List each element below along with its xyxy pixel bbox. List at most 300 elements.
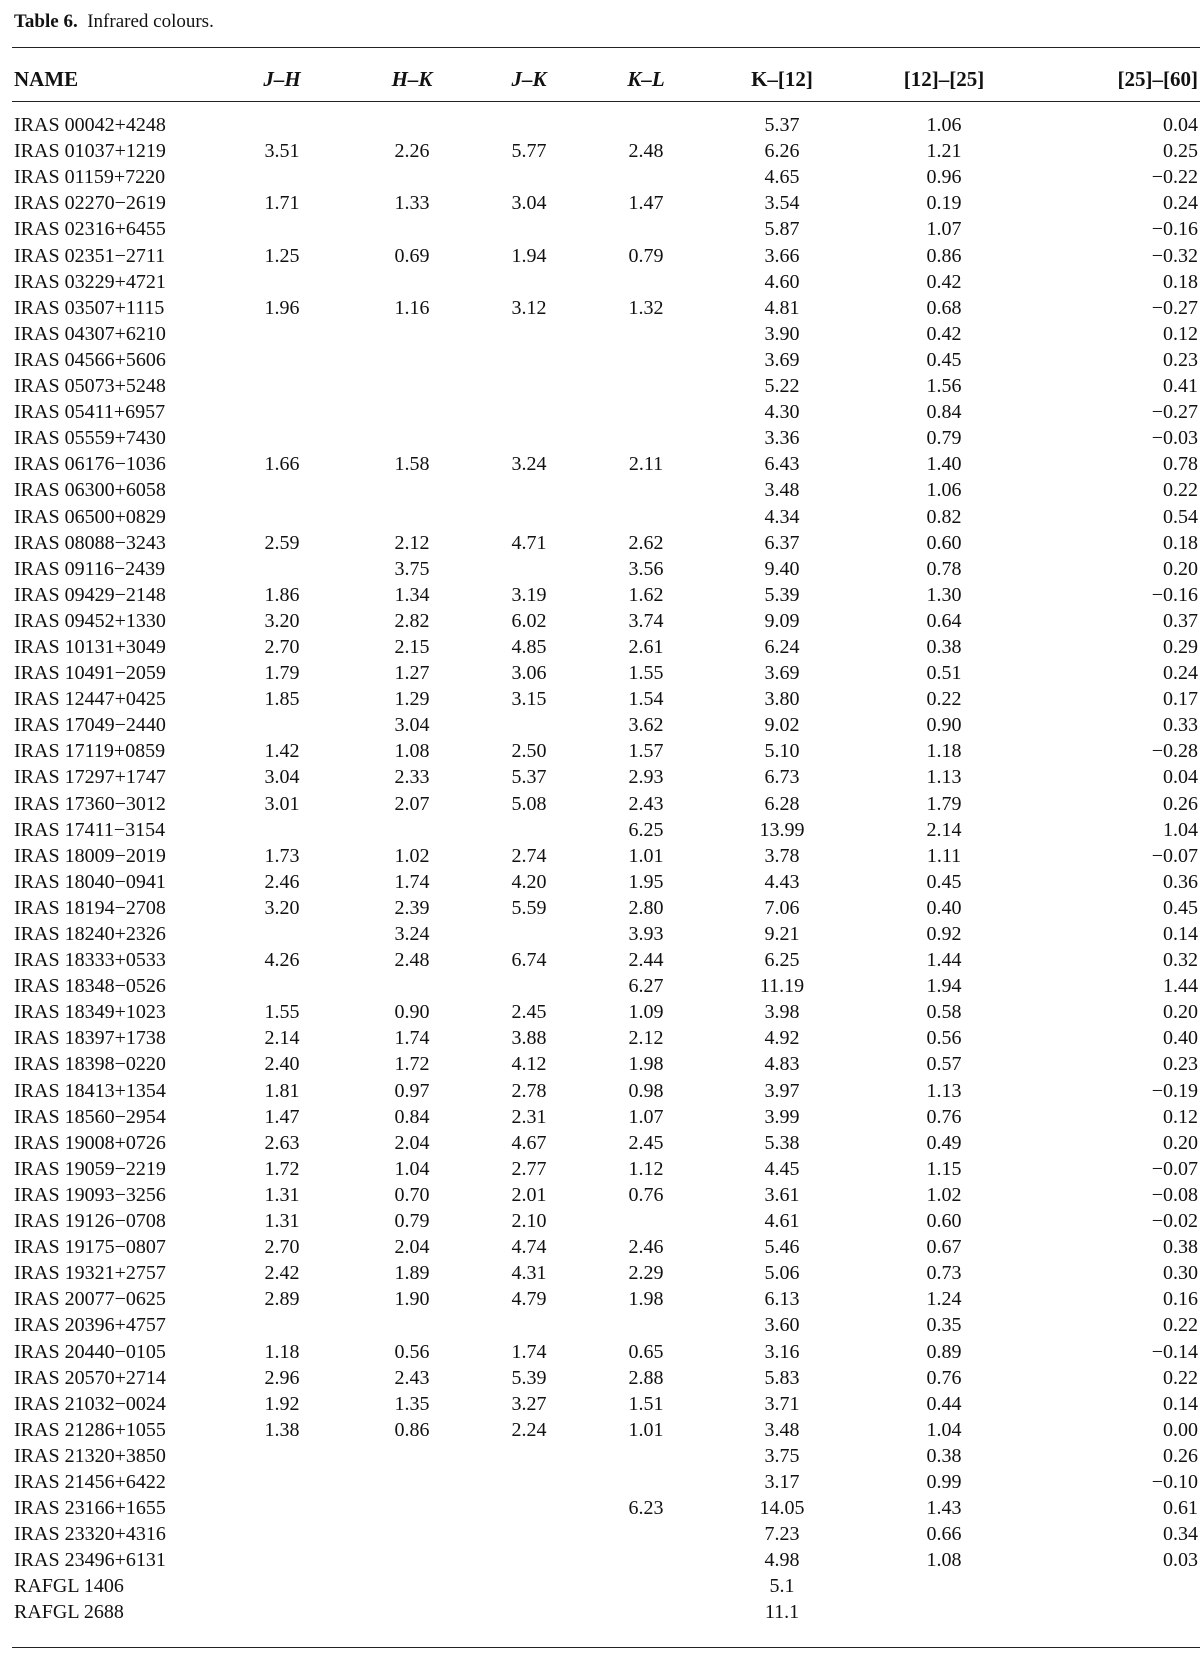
cell-j-h: 1.47 xyxy=(264,1105,300,1128)
cell-25-60: 1.04 xyxy=(1163,818,1198,841)
cell-12-25: 0.45 xyxy=(926,870,962,893)
cell-25-60: 0.22 xyxy=(1163,1314,1198,1337)
cell-k-l: 2.11 xyxy=(628,453,664,476)
cell-25-60: −0.27 xyxy=(1151,401,1198,424)
cell-12-25: 0.19 xyxy=(926,192,962,215)
cell-name: IRAS 19008+0726 xyxy=(14,1131,166,1154)
cell-k-12: 11.1 xyxy=(764,1601,800,1624)
table-row xyxy=(12,947,1200,973)
cell-j-k: 3.27 xyxy=(511,1392,547,1415)
cell-h-k xyxy=(360,1599,464,1625)
cell-25-60: 0.37 xyxy=(1163,609,1198,632)
cell-h-k: 1.16 xyxy=(394,296,430,319)
cell-h-k: 1.08 xyxy=(394,740,430,763)
cell-h-k: 3.24 xyxy=(394,923,430,945)
cell-name: IRAS 18240+2326 xyxy=(14,923,166,945)
table-row xyxy=(12,1365,1200,1391)
column-header-k-12: K–[12] xyxy=(751,66,813,91)
cell-12-25: 1.13 xyxy=(926,766,962,789)
cell-j-h xyxy=(204,102,360,138)
cell-12-25: 0.64 xyxy=(926,609,962,632)
cell-name: IRAS 05411+6957 xyxy=(14,401,166,424)
cell-k-12: 3.78 xyxy=(764,844,800,867)
cell-h-k: 2.39 xyxy=(394,896,430,919)
cell-k-l: 0.79 xyxy=(628,244,664,267)
cell-h-k xyxy=(360,1443,464,1469)
cell-name: IRAS 20570+2714 xyxy=(14,1366,166,1389)
column-header-j-h xyxy=(204,56,360,102)
cell-name: IRAS 18333+0533 xyxy=(14,949,166,972)
column-header-j-k xyxy=(464,56,594,102)
cell-j-k: 2.45 xyxy=(511,1001,547,1024)
cell-25-60: 0.18 xyxy=(1163,270,1198,293)
cell-12-25: 0.60 xyxy=(926,531,962,554)
cell-j-k xyxy=(464,1599,594,1625)
table-row xyxy=(12,347,1200,373)
table-row xyxy=(12,1547,1200,1573)
cell-12-25: 0.60 xyxy=(926,1210,962,1233)
table-row xyxy=(12,608,1200,634)
cell-j-h xyxy=(204,347,360,373)
table-row xyxy=(12,1182,1200,1208)
cell-25-60: 0.04 xyxy=(1163,114,1198,137)
cell-h-k: 1.27 xyxy=(394,662,430,685)
cell-j-h: 2.89 xyxy=(264,1288,300,1311)
cell-j-h xyxy=(204,399,360,425)
cell-name: IRAS 02351−2711 xyxy=(14,244,166,267)
cell-12-25: 1.43 xyxy=(926,1497,962,1520)
cell-k-12: 6.13 xyxy=(764,1288,800,1311)
table-top-rule xyxy=(12,47,1200,48)
table-row xyxy=(12,216,1200,242)
cell-k-l: 1.95 xyxy=(628,870,664,893)
cell-j-k: 5.77 xyxy=(511,140,547,163)
cell-k-12: 5.22 xyxy=(764,375,800,398)
cell-j-k xyxy=(464,321,594,347)
table-row xyxy=(12,764,1200,790)
cell-h-k: 2.33 xyxy=(394,766,430,789)
cell-k-12: 5.38 xyxy=(764,1131,800,1154)
table-row xyxy=(12,1286,1200,1312)
cell-name: IRAS 01159+7220 xyxy=(14,166,166,189)
table-row xyxy=(12,1312,1200,1338)
column-header-k-l-text: K–L xyxy=(627,66,665,91)
cell-j-k: 2.31 xyxy=(511,1105,547,1128)
cell-name: IRAS 08088−3243 xyxy=(14,531,166,554)
cell-k-l: 2.61 xyxy=(628,635,664,658)
cell-j-h: 2.70 xyxy=(264,635,300,658)
cell-h-k: 2.43 xyxy=(394,1366,430,1389)
cell-h-k xyxy=(360,102,464,138)
cell-h-k: 3.04 xyxy=(394,714,430,737)
cell-12-25 xyxy=(866,1573,1022,1599)
cell-k-l: 0.65 xyxy=(628,1340,664,1363)
cell-25-60: 0.25 xyxy=(1163,140,1198,163)
cell-k-l xyxy=(594,1208,698,1234)
cell-k-l xyxy=(594,1521,698,1547)
cell-25-60 xyxy=(1022,1599,1200,1625)
cell-j-k xyxy=(464,921,594,947)
cell-h-k: 1.02 xyxy=(394,844,430,867)
cell-k-l: 1.55 xyxy=(628,662,664,685)
cell-25-60: 0.12 xyxy=(1163,1105,1198,1128)
cell-h-k: 0.90 xyxy=(394,1001,430,1024)
cell-12-25: 0.66 xyxy=(926,1523,962,1546)
cell-12-25: 0.42 xyxy=(926,322,962,345)
cell-j-h: 1.92 xyxy=(264,1392,300,1415)
cell-k-12: 11.19 xyxy=(759,975,805,998)
cell-h-k: 1.90 xyxy=(394,1288,430,1311)
table-row xyxy=(12,1391,1200,1417)
cell-h-k xyxy=(360,1495,464,1521)
cell-12-25: 1.24 xyxy=(926,1288,962,1311)
cell-12-25 xyxy=(866,1599,1022,1625)
cell-25-60: 0.33 xyxy=(1163,714,1198,737)
cell-j-h: 3.51 xyxy=(264,140,300,163)
cell-12-25: 0.51 xyxy=(926,662,962,685)
cell-12-25: 0.82 xyxy=(926,505,962,528)
cell-12-25: 0.40 xyxy=(926,896,962,919)
cell-k-12: 6.25 xyxy=(764,949,800,972)
cell-name: IRAS 17411−3154 xyxy=(14,818,166,841)
cell-k-12: 6.37 xyxy=(764,531,800,554)
cell-j-h xyxy=(204,1599,360,1625)
cell-j-h: 3.04 xyxy=(264,766,300,789)
cell-12-25: 0.22 xyxy=(926,688,962,711)
cell-j-h xyxy=(204,373,360,399)
table-row xyxy=(12,451,1200,477)
cell-j-h: 3.01 xyxy=(264,792,300,815)
cell-j-k: 3.12 xyxy=(511,296,547,319)
cell-j-k: 1.74 xyxy=(511,1340,547,1363)
cell-j-k: 3.04 xyxy=(511,192,547,215)
cell-h-k xyxy=(360,425,464,451)
cell-12-25: 1.07 xyxy=(926,218,962,241)
cell-h-k: 1.34 xyxy=(394,583,430,606)
cell-name: IRAS 03507+1115 xyxy=(14,296,165,319)
cell-12-25: 0.84 xyxy=(926,401,962,424)
cell-j-h: 2.96 xyxy=(264,1366,300,1389)
cell-j-h xyxy=(204,269,360,295)
cell-k-l xyxy=(594,425,698,451)
table-row xyxy=(12,738,1200,764)
cell-j-h: 1.72 xyxy=(264,1157,300,1180)
cell-j-k xyxy=(464,399,594,425)
cell-25-60: 0.30 xyxy=(1163,1262,1198,1285)
column-header-h-k-text: H–K xyxy=(391,66,433,91)
cell-j-k xyxy=(464,1573,594,1599)
cell-j-h: 1.66 xyxy=(264,453,300,476)
cell-h-k: 1.04 xyxy=(394,1157,430,1180)
table-row xyxy=(12,530,1200,556)
cell-k-l: 3.93 xyxy=(628,923,664,945)
cell-25-60: −0.07 xyxy=(1151,1157,1198,1180)
cell-j-h: 4.26 xyxy=(264,949,300,972)
cell-j-h: 2.40 xyxy=(264,1053,300,1076)
cell-name: IRAS 19126−0708 xyxy=(14,1210,166,1233)
cell-k-12: 5.39 xyxy=(764,583,800,606)
cell-j-k: 5.59 xyxy=(511,896,547,919)
cell-k-12: 3.36 xyxy=(764,427,800,450)
cell-h-k: 1.74 xyxy=(394,1027,430,1050)
cell-j-h: 1.85 xyxy=(264,688,300,711)
infrared-colours-table xyxy=(12,56,1200,1625)
cell-12-25: 1.56 xyxy=(926,375,962,398)
table-row xyxy=(12,869,1200,895)
table-row xyxy=(12,503,1200,529)
cell-25-60: 0.00 xyxy=(1163,1418,1198,1441)
cell-k-12: 6.73 xyxy=(764,766,800,789)
cell-j-h: 1.81 xyxy=(264,1079,300,1102)
cell-12-25: 1.40 xyxy=(926,453,962,476)
cell-25-60: 0.20 xyxy=(1163,1001,1198,1024)
cell-name: IRAS 18194−2708 xyxy=(14,896,166,919)
cell-25-60: 0.22 xyxy=(1163,479,1198,502)
table-row xyxy=(12,1521,1200,1547)
cell-h-k: 3.75 xyxy=(394,557,430,580)
cell-j-k xyxy=(464,477,594,503)
table-row xyxy=(12,477,1200,503)
cell-12-25: 0.49 xyxy=(926,1131,962,1154)
cell-k-12: 4.83 xyxy=(764,1053,800,1076)
cell-j-k: 5.39 xyxy=(511,1366,547,1389)
cell-j-k xyxy=(464,269,594,295)
cell-j-h: 3.20 xyxy=(264,609,300,632)
cell-name: IRAS 18009−2019 xyxy=(14,844,166,867)
cell-k-l: 6.23 xyxy=(628,1497,664,1520)
cell-k-12: 4.60 xyxy=(764,270,800,293)
column-header-j-h-text: J–H xyxy=(263,66,301,91)
cell-k-l: 2.45 xyxy=(628,1131,664,1154)
cell-k-12: 4.98 xyxy=(764,1549,800,1572)
cell-k-12: 9.21 xyxy=(764,923,800,945)
cell-25-60: 0.45 xyxy=(1163,896,1198,919)
cell-12-25: 0.90 xyxy=(926,714,962,737)
table-row xyxy=(12,242,1200,268)
cell-12-25: 1.94 xyxy=(926,975,962,998)
cell-j-k: 2.01 xyxy=(511,1183,547,1206)
table-row xyxy=(12,1234,1200,1260)
cell-name: IRAS 17297+1747 xyxy=(14,766,166,789)
cell-12-25: 1.11 xyxy=(926,844,962,867)
table-row xyxy=(12,399,1200,425)
cell-h-k: 2.12 xyxy=(394,531,430,554)
cell-k-12: 9.02 xyxy=(764,714,800,737)
cell-12-25: 1.18 xyxy=(926,740,962,763)
column-header-25-60: [25]–[60] xyxy=(1117,66,1198,91)
cell-h-k: 1.89 xyxy=(394,1262,430,1285)
cell-k-12: 3.69 xyxy=(764,662,800,685)
cell-j-k: 2.50 xyxy=(511,740,547,763)
table-row xyxy=(12,1443,1200,1469)
cell-25-60: 0.23 xyxy=(1163,1053,1198,1076)
cell-k-l: 1.32 xyxy=(628,296,664,319)
cell-name: IRAS 19321+2757 xyxy=(14,1262,166,1285)
cell-k-l xyxy=(594,1547,698,1573)
cell-k-l: 1.09 xyxy=(628,1001,664,1024)
cell-k-l: 1.62 xyxy=(628,583,664,606)
cell-25-60: −0.03 xyxy=(1151,427,1198,450)
cell-j-h: 1.55 xyxy=(264,1001,300,1024)
table-row xyxy=(12,102,1200,138)
cell-j-k: 5.08 xyxy=(511,792,547,815)
cell-k-12: 4.34 xyxy=(764,505,800,528)
cell-25-60: −0.07 xyxy=(1151,844,1198,867)
cell-k-l: 6.25 xyxy=(628,818,664,841)
cell-k-l: 0.76 xyxy=(628,1183,664,1206)
cell-25-60 xyxy=(1022,1573,1200,1599)
cell-12-25: 1.06 xyxy=(926,114,962,137)
cell-k-l: 1.98 xyxy=(628,1288,664,1311)
cell-k-l xyxy=(594,321,698,347)
cell-25-60: 0.26 xyxy=(1163,792,1198,815)
cell-j-k: 4.85 xyxy=(511,635,547,658)
table-caption-label: Table 6. xyxy=(14,11,78,32)
cell-j-k: 2.77 xyxy=(511,1157,547,1180)
cell-name: IRAS 20396+4757 xyxy=(14,1314,166,1337)
cell-12-25: 0.76 xyxy=(926,1105,962,1128)
cell-name: IRAS 03229+4721 xyxy=(14,270,166,293)
cell-12-25: 2.14 xyxy=(926,818,962,841)
cell-12-25: 0.58 xyxy=(926,1001,962,1024)
table-row xyxy=(12,321,1200,347)
cell-k-12: 4.45 xyxy=(764,1157,800,1180)
table-row xyxy=(12,582,1200,608)
table-row xyxy=(12,190,1200,216)
cell-25-60: 0.78 xyxy=(1163,453,1198,476)
cell-k-l xyxy=(594,1599,698,1625)
cell-25-60: 0.20 xyxy=(1163,1131,1198,1154)
column-header-12-25: [12]–[25] xyxy=(903,66,985,91)
table-row xyxy=(12,686,1200,712)
cell-j-k: 4.67 xyxy=(511,1131,547,1154)
cell-name: IRAS 17119+0859 xyxy=(14,740,166,763)
cell-25-60: 0.20 xyxy=(1163,557,1198,580)
cell-j-k: 3.24 xyxy=(511,453,547,476)
cell-k-l xyxy=(594,477,698,503)
cell-j-h xyxy=(204,321,360,347)
cell-k-l xyxy=(594,164,698,190)
cell-k-l xyxy=(594,503,698,529)
cell-j-k: 3.19 xyxy=(511,583,547,606)
cell-12-25: 0.56 xyxy=(926,1027,962,1050)
cell-25-60: 0.03 xyxy=(1163,1549,1198,1572)
cell-12-25: 0.76 xyxy=(926,1366,962,1389)
cell-name: IRAS 05559+7430 xyxy=(14,427,166,450)
table-row xyxy=(12,817,1200,843)
cell-j-k: 6.74 xyxy=(511,949,547,972)
cell-name: IRAS 19059−2219 xyxy=(14,1157,166,1180)
cell-h-k: 0.79 xyxy=(394,1210,430,1233)
cell-k-12: 3.61 xyxy=(764,1183,800,1206)
table-row xyxy=(12,164,1200,190)
cell-j-h xyxy=(204,817,360,843)
cell-j-k: 4.74 xyxy=(511,1236,547,1259)
table-row xyxy=(12,1599,1200,1625)
cell-name: IRAS 01037+1219 xyxy=(14,140,166,163)
cell-k-l: 1.01 xyxy=(628,1418,664,1441)
cell-j-k: 1.94 xyxy=(511,244,547,267)
cell-12-25: 0.38 xyxy=(926,635,962,658)
cell-h-k: 1.72 xyxy=(394,1053,430,1076)
cell-k-l: 2.43 xyxy=(628,792,664,815)
cell-h-k xyxy=(360,216,464,242)
cell-name: IRAS 18398−0220 xyxy=(14,1053,166,1076)
cell-h-k: 0.70 xyxy=(394,1183,430,1206)
cell-h-k: 1.58 xyxy=(394,453,430,476)
cell-25-60: 0.14 xyxy=(1163,1392,1198,1415)
cell-k-l xyxy=(594,1573,698,1599)
cell-j-h xyxy=(204,1547,360,1573)
cell-j-k xyxy=(464,973,594,999)
cell-25-60: −0.28 xyxy=(1151,740,1198,763)
cell-12-25: 0.79 xyxy=(926,427,962,450)
cell-k-12: 3.66 xyxy=(764,244,800,267)
cell-k-l: 1.98 xyxy=(628,1053,664,1076)
cell-12-25: 0.38 xyxy=(926,1444,962,1467)
cell-h-k: 0.84 xyxy=(394,1105,430,1128)
cell-name: IRAS 18397+1738 xyxy=(14,1027,166,1050)
cell-j-h xyxy=(204,425,360,451)
cell-j-h xyxy=(204,1469,360,1495)
cell-k-12: 3.80 xyxy=(764,688,800,711)
cell-k-12: 5.37 xyxy=(764,114,800,137)
cell-k-l: 1.01 xyxy=(628,844,664,867)
cell-j-k xyxy=(464,373,594,399)
cell-12-25: 0.96 xyxy=(926,166,962,189)
cell-25-60: 0.16 xyxy=(1163,1288,1198,1311)
cell-k-12: 3.48 xyxy=(764,1418,800,1441)
cell-name: IRAS 17049−2440 xyxy=(14,714,166,737)
cell-25-60: −0.32 xyxy=(1151,244,1198,267)
cell-name: IRAS 18349+1023 xyxy=(14,1001,166,1024)
table-row xyxy=(12,269,1200,295)
cell-j-k: 3.15 xyxy=(511,688,547,711)
cell-k-l xyxy=(594,269,698,295)
cell-12-25: 1.13 xyxy=(926,1079,962,1102)
cell-name: IRAS 21320+3850 xyxy=(14,1444,166,1467)
cell-k-l: 1.12 xyxy=(628,1157,664,1180)
cell-j-h xyxy=(204,1521,360,1547)
cell-12-25: 0.42 xyxy=(926,270,962,293)
cell-name: RAFGL 2688 xyxy=(14,1601,124,1624)
table-row xyxy=(12,1208,1200,1234)
cell-k-12: 3.16 xyxy=(764,1340,800,1363)
cell-k-l: 3.62 xyxy=(628,714,664,737)
cell-25-60: 1.44 xyxy=(1163,975,1198,998)
cell-j-h: 1.73 xyxy=(264,844,300,867)
table-row xyxy=(12,1417,1200,1443)
cell-12-25: 0.44 xyxy=(926,1392,962,1415)
cell-name: IRAS 20440−0105 xyxy=(14,1340,166,1363)
cell-j-h xyxy=(204,164,360,190)
table-row xyxy=(12,295,1200,321)
cell-h-k: 1.35 xyxy=(394,1392,430,1415)
cell-h-k xyxy=(360,1469,464,1495)
cell-k-12: 5.06 xyxy=(764,1262,800,1285)
cell-12-25: 1.44 xyxy=(926,949,962,972)
cell-k-12: 3.54 xyxy=(764,192,800,215)
cell-25-60: 0.24 xyxy=(1163,192,1198,215)
cell-k-12: 3.75 xyxy=(764,1444,800,1467)
cell-k-l: 2.44 xyxy=(628,949,664,972)
cell-h-k xyxy=(360,1521,464,1547)
table-row xyxy=(12,1130,1200,1156)
cell-h-k xyxy=(360,347,464,373)
cell-k-12: 3.69 xyxy=(764,348,800,371)
cell-k-l: 2.29 xyxy=(628,1262,664,1285)
cell-25-60: −0.08 xyxy=(1151,1183,1198,1206)
